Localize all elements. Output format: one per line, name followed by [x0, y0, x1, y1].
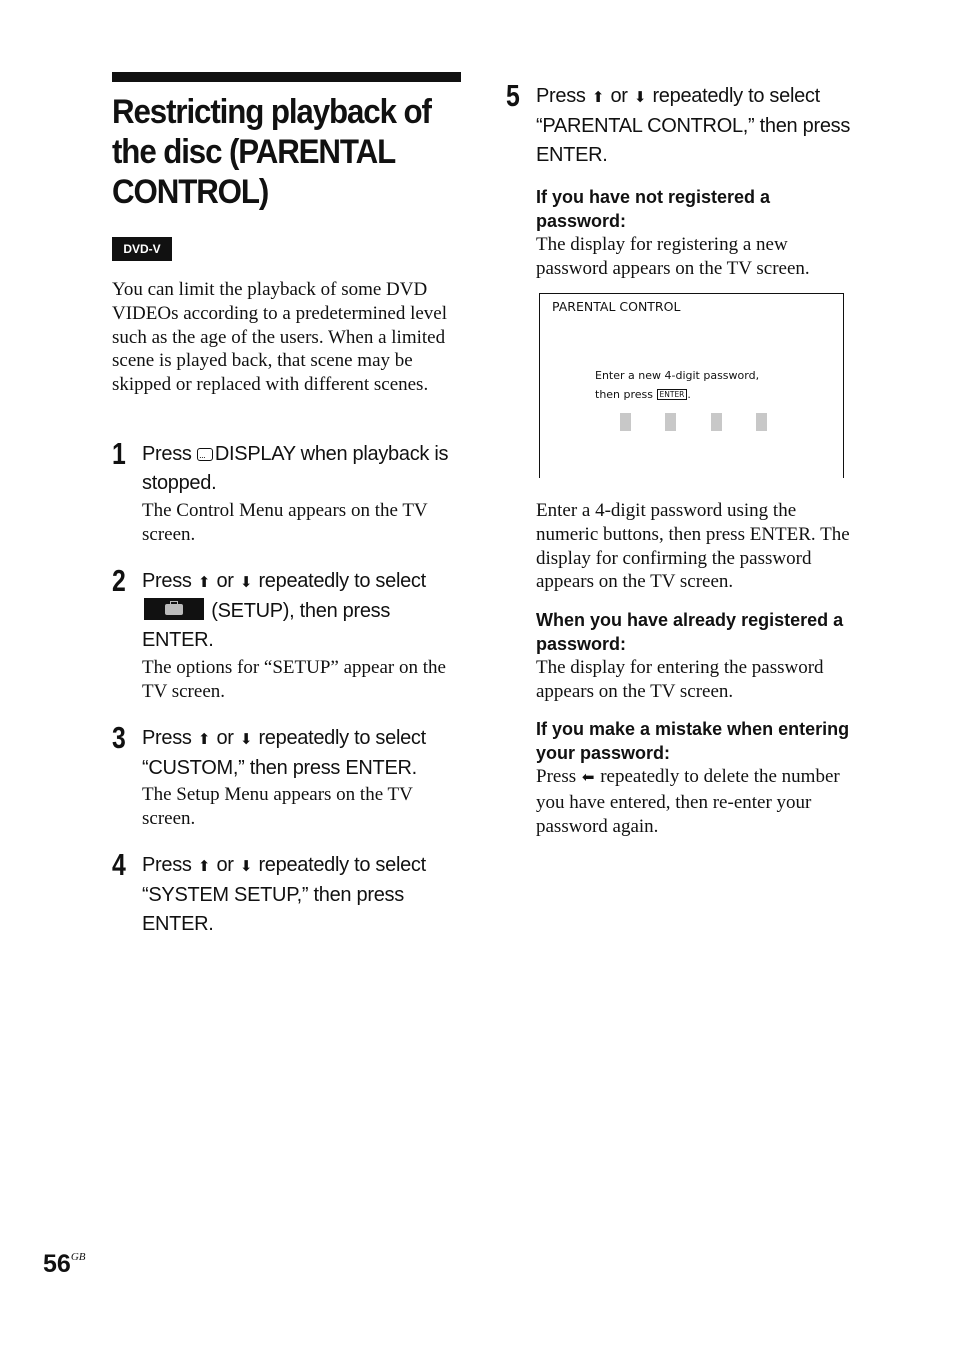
- password-digit-slot: [665, 413, 676, 431]
- tv-screen-prompt: Enter a new 4-digit password, then press ENTER .: [595, 369, 760, 401]
- note-not-registered: [536, 186, 856, 281]
- down-arrow-icon: ⬇: [239, 858, 253, 875]
- up-arrow-icon: ⬆: [591, 89, 605, 106]
- step-description: The options for “SETUP” appear on the TV screen.: [142, 657, 446, 702]
- page-number: $56^{GB}$: [43, 1250, 86, 1278]
- note-body: Press ⬅ repeatedly to delete the number you have entered, then re-enter your password again.: [536, 766, 840, 837]
- note-heading: If you have not registered a password:: [536, 187, 771, 231]
- title-rule: [112, 72, 461, 82]
- step-description: The Setup Menu appears on the TV screen.: [142, 784, 413, 829]
- tv-screen-title: PARENTAL CONTROL: [552, 299, 681, 314]
- step-instruction: Press ⬆ or ⬇ repeatedly to select “SYSTEM SETUP,” then press ENTER.: [142, 854, 426, 935]
- intro-paragraph: You can limit the playback of some DVD VIDEOs according to a predetermined level such as the age of the users. When a limited scene is played back, that scene may be skipped or replaced with different scenes.: [112, 279, 448, 396]
- page-title: Restricting playback of the disc (PARENTAL CONTROL): [112, 93, 431, 211]
- down-arrow-icon: ⬇: [633, 89, 647, 106]
- step-instruction: Press ⬆ or ⬇ repeatedly to select “CUSTOM,” then press ENTER.: [142, 727, 426, 779]
- note-already-registered: [536, 609, 856, 704]
- step-number: 3: [112, 720, 126, 755]
- note-mistake: [536, 718, 856, 838]
- step-description: The Control Menu appears on the TV screen.: [142, 500, 428, 545]
- password-digit-slot: [620, 413, 631, 431]
- down-arrow-icon: ⬇: [239, 574, 253, 591]
- enter-key-icon: ENTER: [657, 389, 688, 400]
- step-instruction: Press ⬆ or ⬇ repeatedly to select “PARENTAL CONTROL,” then press ENTER.: [536, 85, 851, 166]
- note-enter-password: [536, 499, 856, 594]
- note-heading: When you have already registered a password:: [536, 610, 844, 654]
- step-number: 5: [506, 78, 520, 113]
- down-arrow-icon: ⬇: [239, 731, 253, 748]
- up-arrow-icon: ⬆: [197, 574, 211, 591]
- password-digit-slot: [711, 413, 722, 431]
- up-arrow-icon: ⬆: [197, 731, 211, 748]
- note-body: The display for entering the password appears on the TV screen.: [536, 657, 824, 702]
- note-heading: If you make a mistake when entering your password:: [536, 719, 850, 763]
- password-digit-slot: [756, 413, 767, 431]
- step-number: 1: [112, 436, 126, 471]
- tv-screen-illustration: [539, 293, 844, 478]
- display-button-icon: [197, 448, 213, 461]
- step-number: 2: [112, 563, 126, 598]
- note-body: The display for registering a new password appears on the TV screen.: [536, 234, 810, 279]
- dvd-v-badge: DVD-V: [112, 237, 172, 261]
- step-instruction: Press ··· DISPLAY when playback is stopped.: [142, 440, 464, 498]
- toolbox-icon: [144, 598, 204, 620]
- left-arrow-icon: ⬅: [581, 770, 595, 786]
- up-arrow-icon: ⬆: [197, 858, 211, 875]
- note-body: Enter a 4-digit password using the numeric buttons, then press ENTER. The display for confirming the password appears on the TV screen.: [536, 500, 850, 593]
- step-number: 4: [112, 847, 126, 882]
- step-instruction: Press ⬆ or ⬇ repeatedly to select (SETUP), then press ENTER.: [142, 570, 426, 651]
